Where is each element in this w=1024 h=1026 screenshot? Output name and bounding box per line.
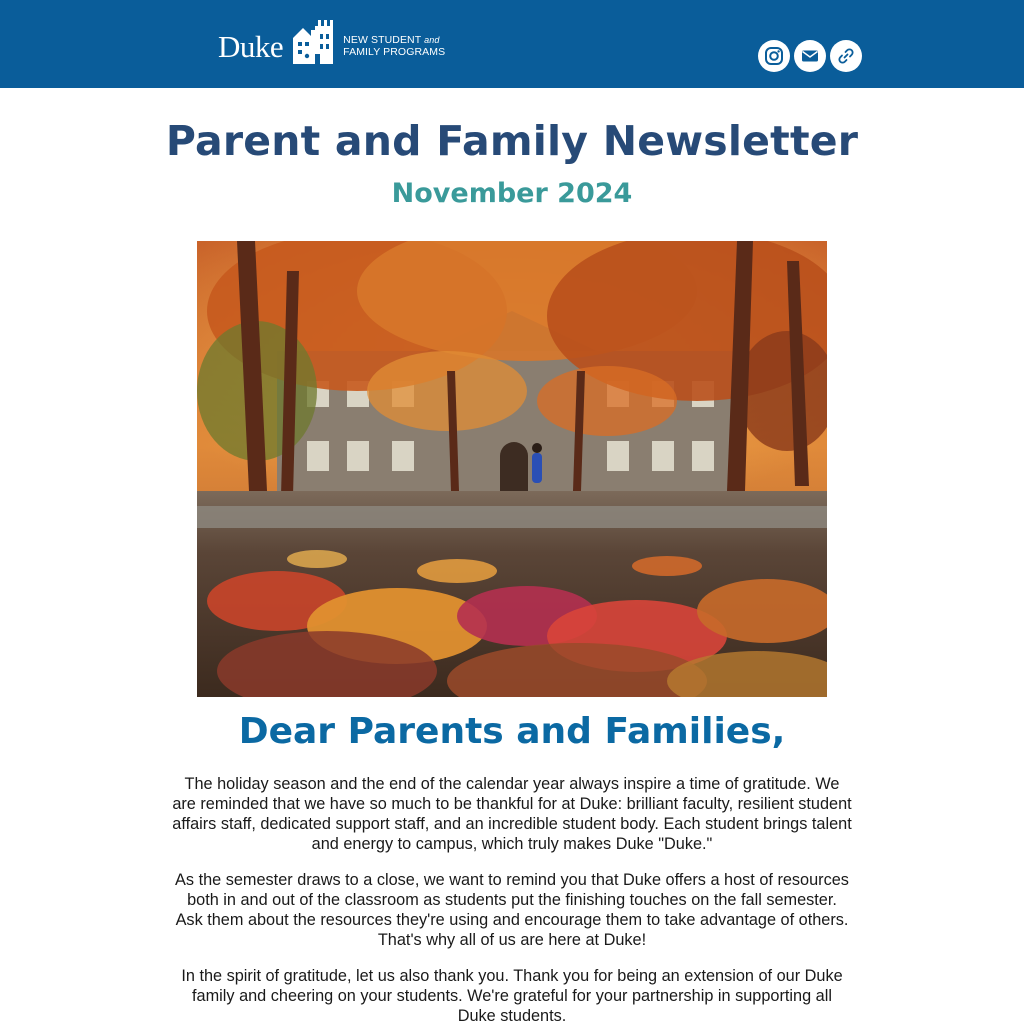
letter-paragraph: As the semester draws to a close, we want to remind you that Duke offers a host of resources both in and out of the classroom as students put the finishing touches on the fall semester. Ask them about the resources they're using and encourage them to take advantage of others. That's why all of us are here at Duke! (175, 871, 849, 949)
hero-image (197, 241, 827, 697)
link-icon (836, 46, 856, 66)
duke-chapel-logo-icon (291, 18, 335, 68)
nsfp-logo-text (343, 34, 445, 58)
site-header (0, 0, 1024, 88)
duke-wordmark: Duke (218, 28, 284, 64)
letter-paragraph: The holiday season and the end of the calendar year always inspire a time of gratitude. We are reminded that we have so much to be thankful for at Duke: brilliant faculty, resilient student affairs staff, dedicated support staff, and an incredible student body. Each student brings talent and energy to campus, which truly makes Duke "Duke." (172, 775, 852, 853)
duke-nsfp-logo-link[interactable] (218, 18, 445, 68)
email-button[interactable] (794, 40, 826, 72)
newsletter-title: Parent and Family Newsletter (165, 117, 859, 165)
email-icon (800, 46, 820, 66)
letter-paragraph: In the spirit of gratitude, let us also thank you. Thank you for being an extension of our Duke family and cheering on your students. We're grateful for your partnership in supporting all Duke students. (181, 967, 843, 1025)
website-link-button[interactable] (830, 40, 862, 72)
logo-and: and (424, 35, 440, 45)
logo-line-1: NEW STUDENT (343, 34, 422, 46)
newsletter-date: November 2024 (391, 178, 633, 209)
instagram-icon (764, 46, 784, 66)
logo-line-2: FAMILY PROGRAMS (343, 46, 446, 58)
greeting-heading: Dear Parents and Families, (238, 711, 786, 752)
instagram-button[interactable] (758, 40, 790, 72)
